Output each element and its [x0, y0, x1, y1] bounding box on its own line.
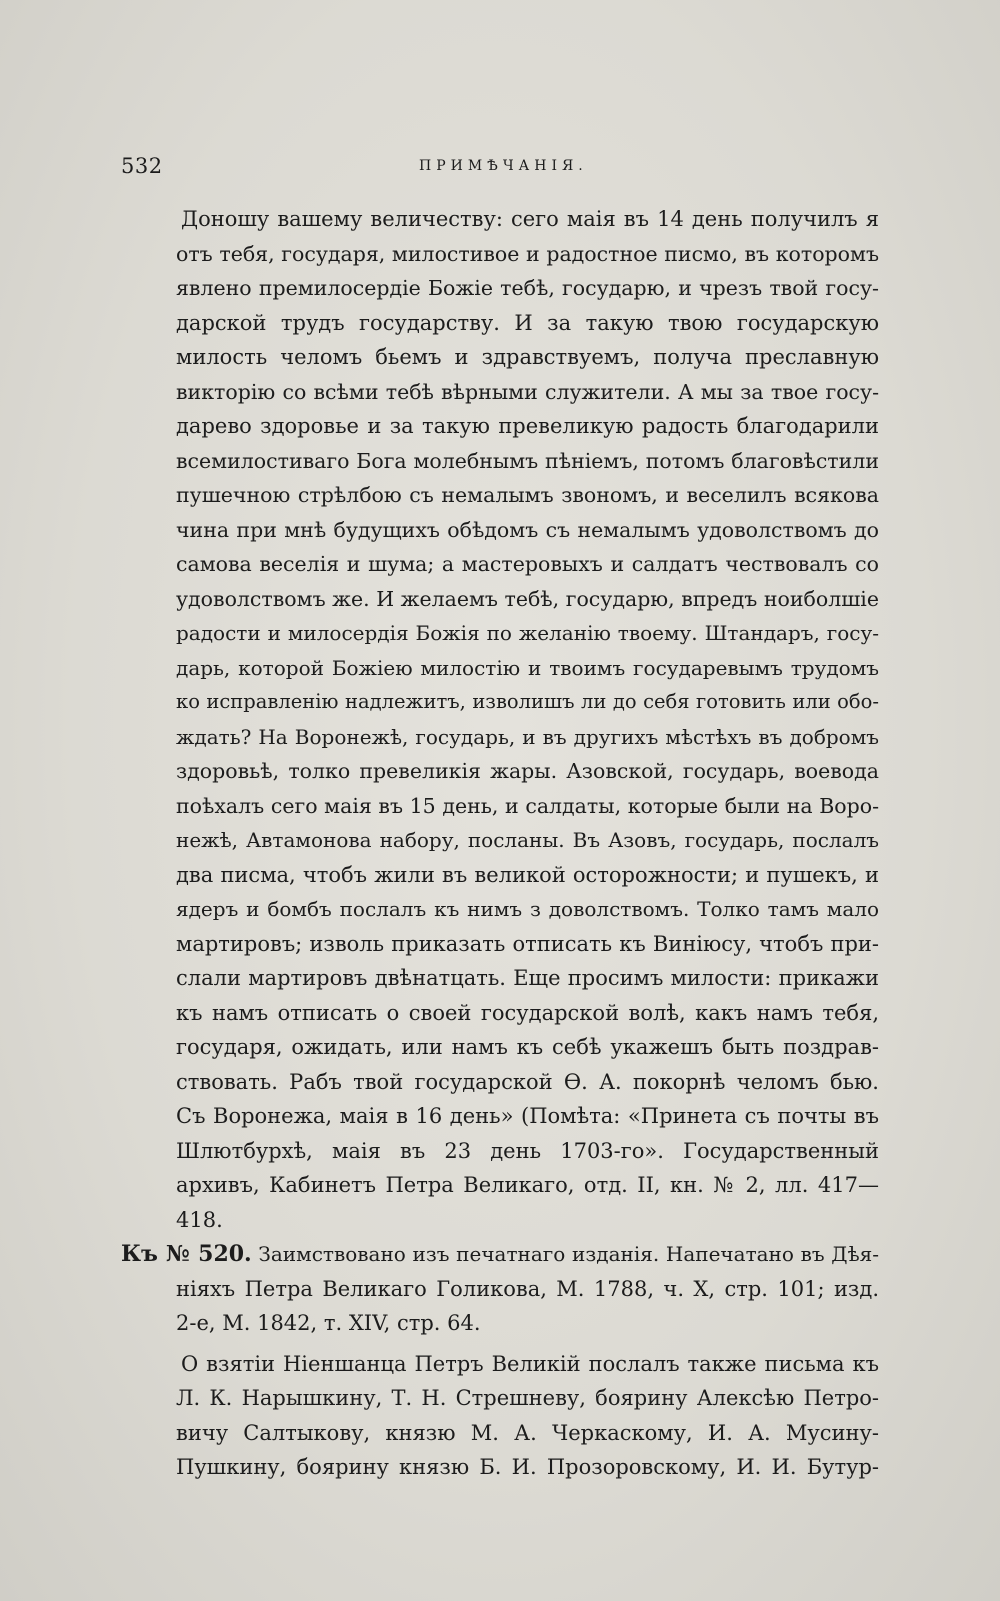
text-line: милость челомъ бьемъ и здравствуемъ, получа преславную	[176, 345, 879, 369]
text-line: Л. К. Нарышкину, Т. Н. Стрешневу, боярину Алексѣю Петро-	[176, 1386, 879, 1410]
text-line: радости и милосердія Божія по желанію твоему. Штандаръ, госу-	[176, 621, 879, 645]
text-line: ядеръ и бомбъ послалъ къ нимъ з доволствомъ. Толко тамъ мало	[176, 897, 879, 921]
text-line: государя, ожидать, или намъ къ себѣ укажешъ быть поздрав-	[176, 1035, 879, 1059]
running-title: ПРИМѢЧАНІЯ.	[419, 158, 588, 174]
page-number: 532	[121, 154, 163, 178]
text-line: викторію со всѣми тебѣ вѣрными служители. А мы за твое госу-	[176, 379, 879, 404]
text-line: ко исправленію надлежитъ, изволишъ ли до себя готовить или обо-	[176, 690, 879, 713]
text-line: Шлютбурхѣ, маія въ 23 день 1703-го». Государственный	[176, 1138, 879, 1163]
text-line: дарево здоровье и за такую превеликую радость благодарили	[176, 414, 879, 438]
text-line: здоровьѣ, толко превеликія жары. Азовской, государь, воевода	[176, 759, 879, 783]
note-text: Заимствовано изъ печатнаго изданія. Напечатано въ Дѣя-	[258, 1242, 880, 1266]
text-line: О взятіи Ніеншанца Петръ Великій послалъ также письма къ	[181, 1351, 879, 1376]
text-line: архивъ, Кабинетъ Петра Великаго, отд. II, кн. № 2, лл. 417—	[176, 1173, 879, 1197]
text-line: ніяхъ Петра Великаго Голикова, М. 1788, ч. X, стр. 101; изд.	[176, 1276, 879, 1301]
text-line: вичу Салтыкову, князю М. А. Черкаскому, И. А. Мусину-	[176, 1420, 879, 1445]
text-line: къ намъ отписать о своей государской волѣ, какъ намъ тебя,	[176, 1000, 879, 1025]
text-line: поѣхалъ сего маія въ 15 день, и салдаты, которые были на Воро-	[176, 793, 879, 818]
text-line: удоволствомъ же. И желаемъ тебѣ, государю, впредъ ноиболшіе	[176, 586, 879, 611]
text-line: всемилостиваго Бога молебнымъ пѣніемъ, потомъ благовѣстили	[176, 448, 879, 473]
text-line: ждать? На Воронежѣ, государь, и въ другихъ мѣстѣхъ въ добромъ	[176, 724, 879, 749]
text-line: 418.	[176, 1207, 223, 1232]
text-line: Доношу вашему величеству: сего маія въ 14 день получилъ я	[181, 207, 879, 231]
text-line: дарь, которой Божіею милостію и твоимъ государевымъ трудомъ	[176, 655, 879, 680]
text-line: явлено премилосердіе Божіе тебѣ, государю, и чрезъ твой госу-	[176, 276, 879, 300]
text-line: 2-е, М. 1842, т. XIV, стр. 64.	[176, 1311, 481, 1335]
body-text	[121, 202, 879, 1485]
text-line: два писма, чтобъ жили въ великой осторожности; и пушекъ, и	[176, 862, 879, 887]
text-line: дарской трудъ государству. И за такую твою государскую	[176, 310, 879, 335]
text-line: самова веселія и шума; а мастеровыхъ и салдатъ чествовалъ со	[176, 552, 879, 576]
text-line: ствовать. Рабъ твой государской Ѳ. А. покорнѣ челомъ бью.	[176, 1069, 879, 1094]
note-heading-line	[121, 1237, 879, 1272]
text-line: Съ Воронежа, маія в 16 день» (Помѣта: «Принета съ почты въ	[176, 1104, 879, 1128]
text-line: отъ тебя, государя, милостивое и радостное писмо, въ которомъ	[176, 241, 879, 266]
text-line: Пушкину, боярину князю Б. И. Прозоровскому, И. И. Бутур-	[176, 1455, 879, 1479]
text-line: пушечною стрѣлбою съ немалымъ звономъ, и веселилъ всякова	[176, 483, 879, 507]
text-line: чина при мнѣ будущихъ обѣдомъ съ немалымъ удоволствомъ до	[176, 517, 879, 542]
text-line: нежѣ, Автамонова набору, посланы. Въ Азовъ, государь, послалъ	[176, 828, 879, 852]
text-line: слали мартировъ двѣнатцать. Еще просимъ милости: прикажи	[176, 966, 879, 990]
text-line: мартировъ; изволь приказать отписать къ Виніюсу, чтобъ при-	[176, 931, 879, 956]
note-heading: Къ № 520.	[121, 1241, 252, 1267]
page-header	[121, 154, 875, 184]
